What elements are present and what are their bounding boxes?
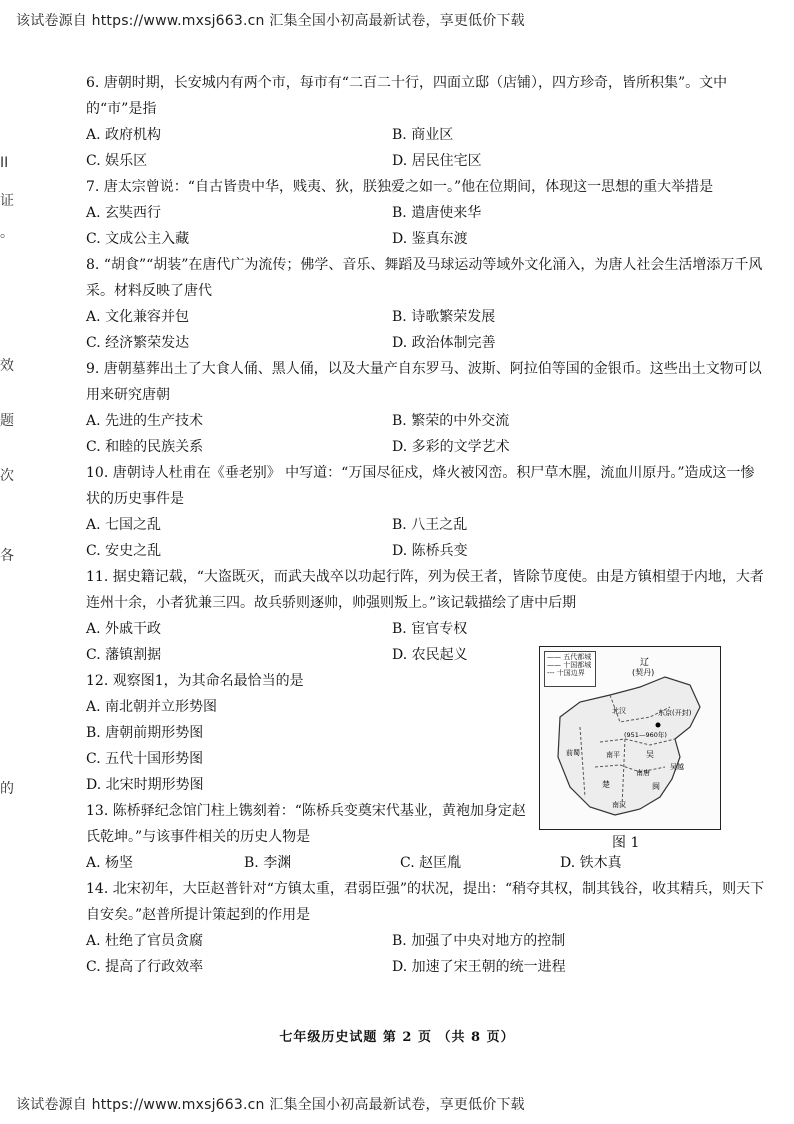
source-banner-bottom[interactable]: 该试卷源自 https://www.mxsj663.cn 汇集全国小初高最新试卷，享更低价下载 [16,1097,525,1113]
map-label: 南唐 [636,769,650,777]
map-label: 南汉 [612,801,626,809]
map-legend [544,651,596,687]
option-a: A. 南北朝并立形势图 [86,699,218,715]
question-stem: 6. 唐朝时期，长安城内有两个市，每市有“二百二十行，四面立邸（店铺），四方珍奇，皆所积集”。文中的“市”是指 [86,75,728,117]
option-d: D. 鉴真东渡 [392,231,468,247]
capital-marker [656,723,661,728]
option-d: D. 陈桥兵变 [392,543,468,559]
margin-fragment: 证 [0,193,14,209]
question-stem: 7. 唐太宗曾说：“自古皆贵中华，贱夷、狄，朕独爱之如一。”他在位期间，体现这一思想的重大举措是 [86,179,714,195]
map-label: (951—960年) [624,731,667,739]
option-c: C. 安史之乱 [86,543,162,559]
map-label: 吴 [646,750,654,759]
question-9 [86,356,766,460]
option-a: A. 杨坚 [86,855,134,871]
option-c: C. 娱乐区 [86,153,148,169]
option-c: C. 经济繁荣发达 [86,335,190,351]
map-label: 闽 [652,782,660,791]
map-label: 南平 [606,751,620,759]
map-label: (契丹) [632,668,655,677]
option-d: D. 加速了宋王朝的统一进程 [392,959,566,975]
landmass-outline [558,677,700,815]
option-a: A. 政府机构 [86,127,162,143]
question-14 [86,876,766,980]
legend-item: --- 十国边界 [547,669,585,677]
option-b: B. 繁荣的中外交流 [392,413,510,429]
figure-1-map [539,646,721,830]
option-d: D. 政治体制完善 [392,335,496,351]
option-a: A. 杜绝了官员贪腐 [86,933,204,949]
question-stem: 12. 观察图1，为其命名最恰当的是 [86,673,304,689]
figure-caption: 图 1 [612,835,640,851]
option-c: C. 藩镇割据 [86,647,162,663]
option-d: D. 多彩的文学艺术 [392,439,510,455]
option-a: A. 先进的生产技术 [86,413,204,429]
map-label: 辽 [640,658,650,668]
page-footer: 七年级历史试题 第 2 页 （共 8 页） [279,1030,515,1045]
option-b: B. 宦官专权 [392,621,468,637]
option-b: B. 唐朝前期形势图 [86,725,204,741]
map-label: 楚 [602,780,610,789]
question-7 [86,174,766,252]
legend-item: —— 十国都城 [547,661,592,669]
margin-fragment: 的 [0,781,14,797]
option-d: D. 铁木真 [560,855,622,871]
question-6 [86,70,766,174]
question-8 [86,252,766,356]
question-10 [86,460,766,564]
map-label: 东京(开封) [658,709,692,717]
margin-fragment: 。 [0,225,14,241]
option-a: A. 文化兼容并包 [86,309,190,325]
question-stem: 10. 唐朝诗人杜甫在《垂老别》 中写道：“万国尽征戍，烽火被冈峦。积尸草木腥，流血川原丹。”造成这一惨状的历史事件是 [86,465,755,507]
margin-fragment: 各 [0,548,14,564]
option-d: D. 居民住宅区 [392,153,482,169]
option-c: C. 文成公主入藏 [86,231,190,247]
map-label: 北汉 [612,707,626,715]
question-stem: 13. 陈桥驿纪念馆门柱上镌刻着：“陈桥兵变奠宋代基业，黄袍加身定赵氏乾坤。”与该事件相关的历史人物是 [86,803,526,845]
option-a: A. 玄奘西行 [86,205,162,221]
option-c: C. 五代十国形势图 [86,751,204,767]
option-a: A. 七国之乱 [86,517,162,533]
source-banner-top[interactable]: 该试卷源自 https://www.mxsj663.cn 汇集全国小初高最新试卷，享更低价下载 [16,13,525,29]
margin-fragment: 题 [0,413,14,429]
option-b: B. 诗歌繁荣发展 [392,309,496,325]
legend-item: —— 五代都城 [547,653,592,661]
question-list [86,70,766,980]
option-d: D. 北宋时期形势图 [86,777,204,793]
margin-fragment: II [0,155,9,171]
option-c: C. 提高了行政效率 [86,959,204,975]
margin-fragment: 效 [0,358,14,374]
margin-fragment: 次 [0,468,14,484]
option-a: A. 外戚干政 [86,621,162,637]
option-b: B. 遣唐使来华 [392,205,482,221]
question-stem: 11. 据史籍记载，“大盗既灭，而武夫战卒以功起行阵，列为侯王者，皆除节度使。由是方镇相望于内地，大者连州十余，小者犹兼三四。故兵骄则逐帅，帅强则叛上。”该记载描绘了唐中后期 [86,569,764,611]
option-c: C. 和睦的民族关系 [86,439,204,455]
option-b: B. 八王之乱 [392,517,468,533]
option-b: B. 商业区 [392,127,454,143]
option-c: C. 赵匡胤 [400,855,462,871]
question-stem: 8. “胡食”“胡装”在唐代广为流传；佛学、音乐、舞蹈及马球运动等域外文化涌入，为唐人社会生活增添万千风采。材料反映了唐代 [86,257,763,299]
map-label: 吴越 [670,763,684,771]
question-stem: 9. 唐朝墓葬出土了大食人俑、黑人俑，以及大量产自东罗马、波斯、阿拉伯等国的金银币。这些出土文物可以用来研究唐朝 [86,361,762,403]
map-label: 前蜀 [566,749,580,757]
question-stem: 14. 北宋初年，大臣赵普针对“方镇太重，君弱臣强”的状况，提出：“稍夺其权，制其钱谷，收其精兵，则天下自安矣。”赵普所提计策起到的作用是 [86,881,765,923]
option-b: B. 加强了中央对地方的控制 [392,933,566,949]
option-d: D. 农民起义 [392,647,468,663]
option-b: B. 李渊 [244,855,292,871]
